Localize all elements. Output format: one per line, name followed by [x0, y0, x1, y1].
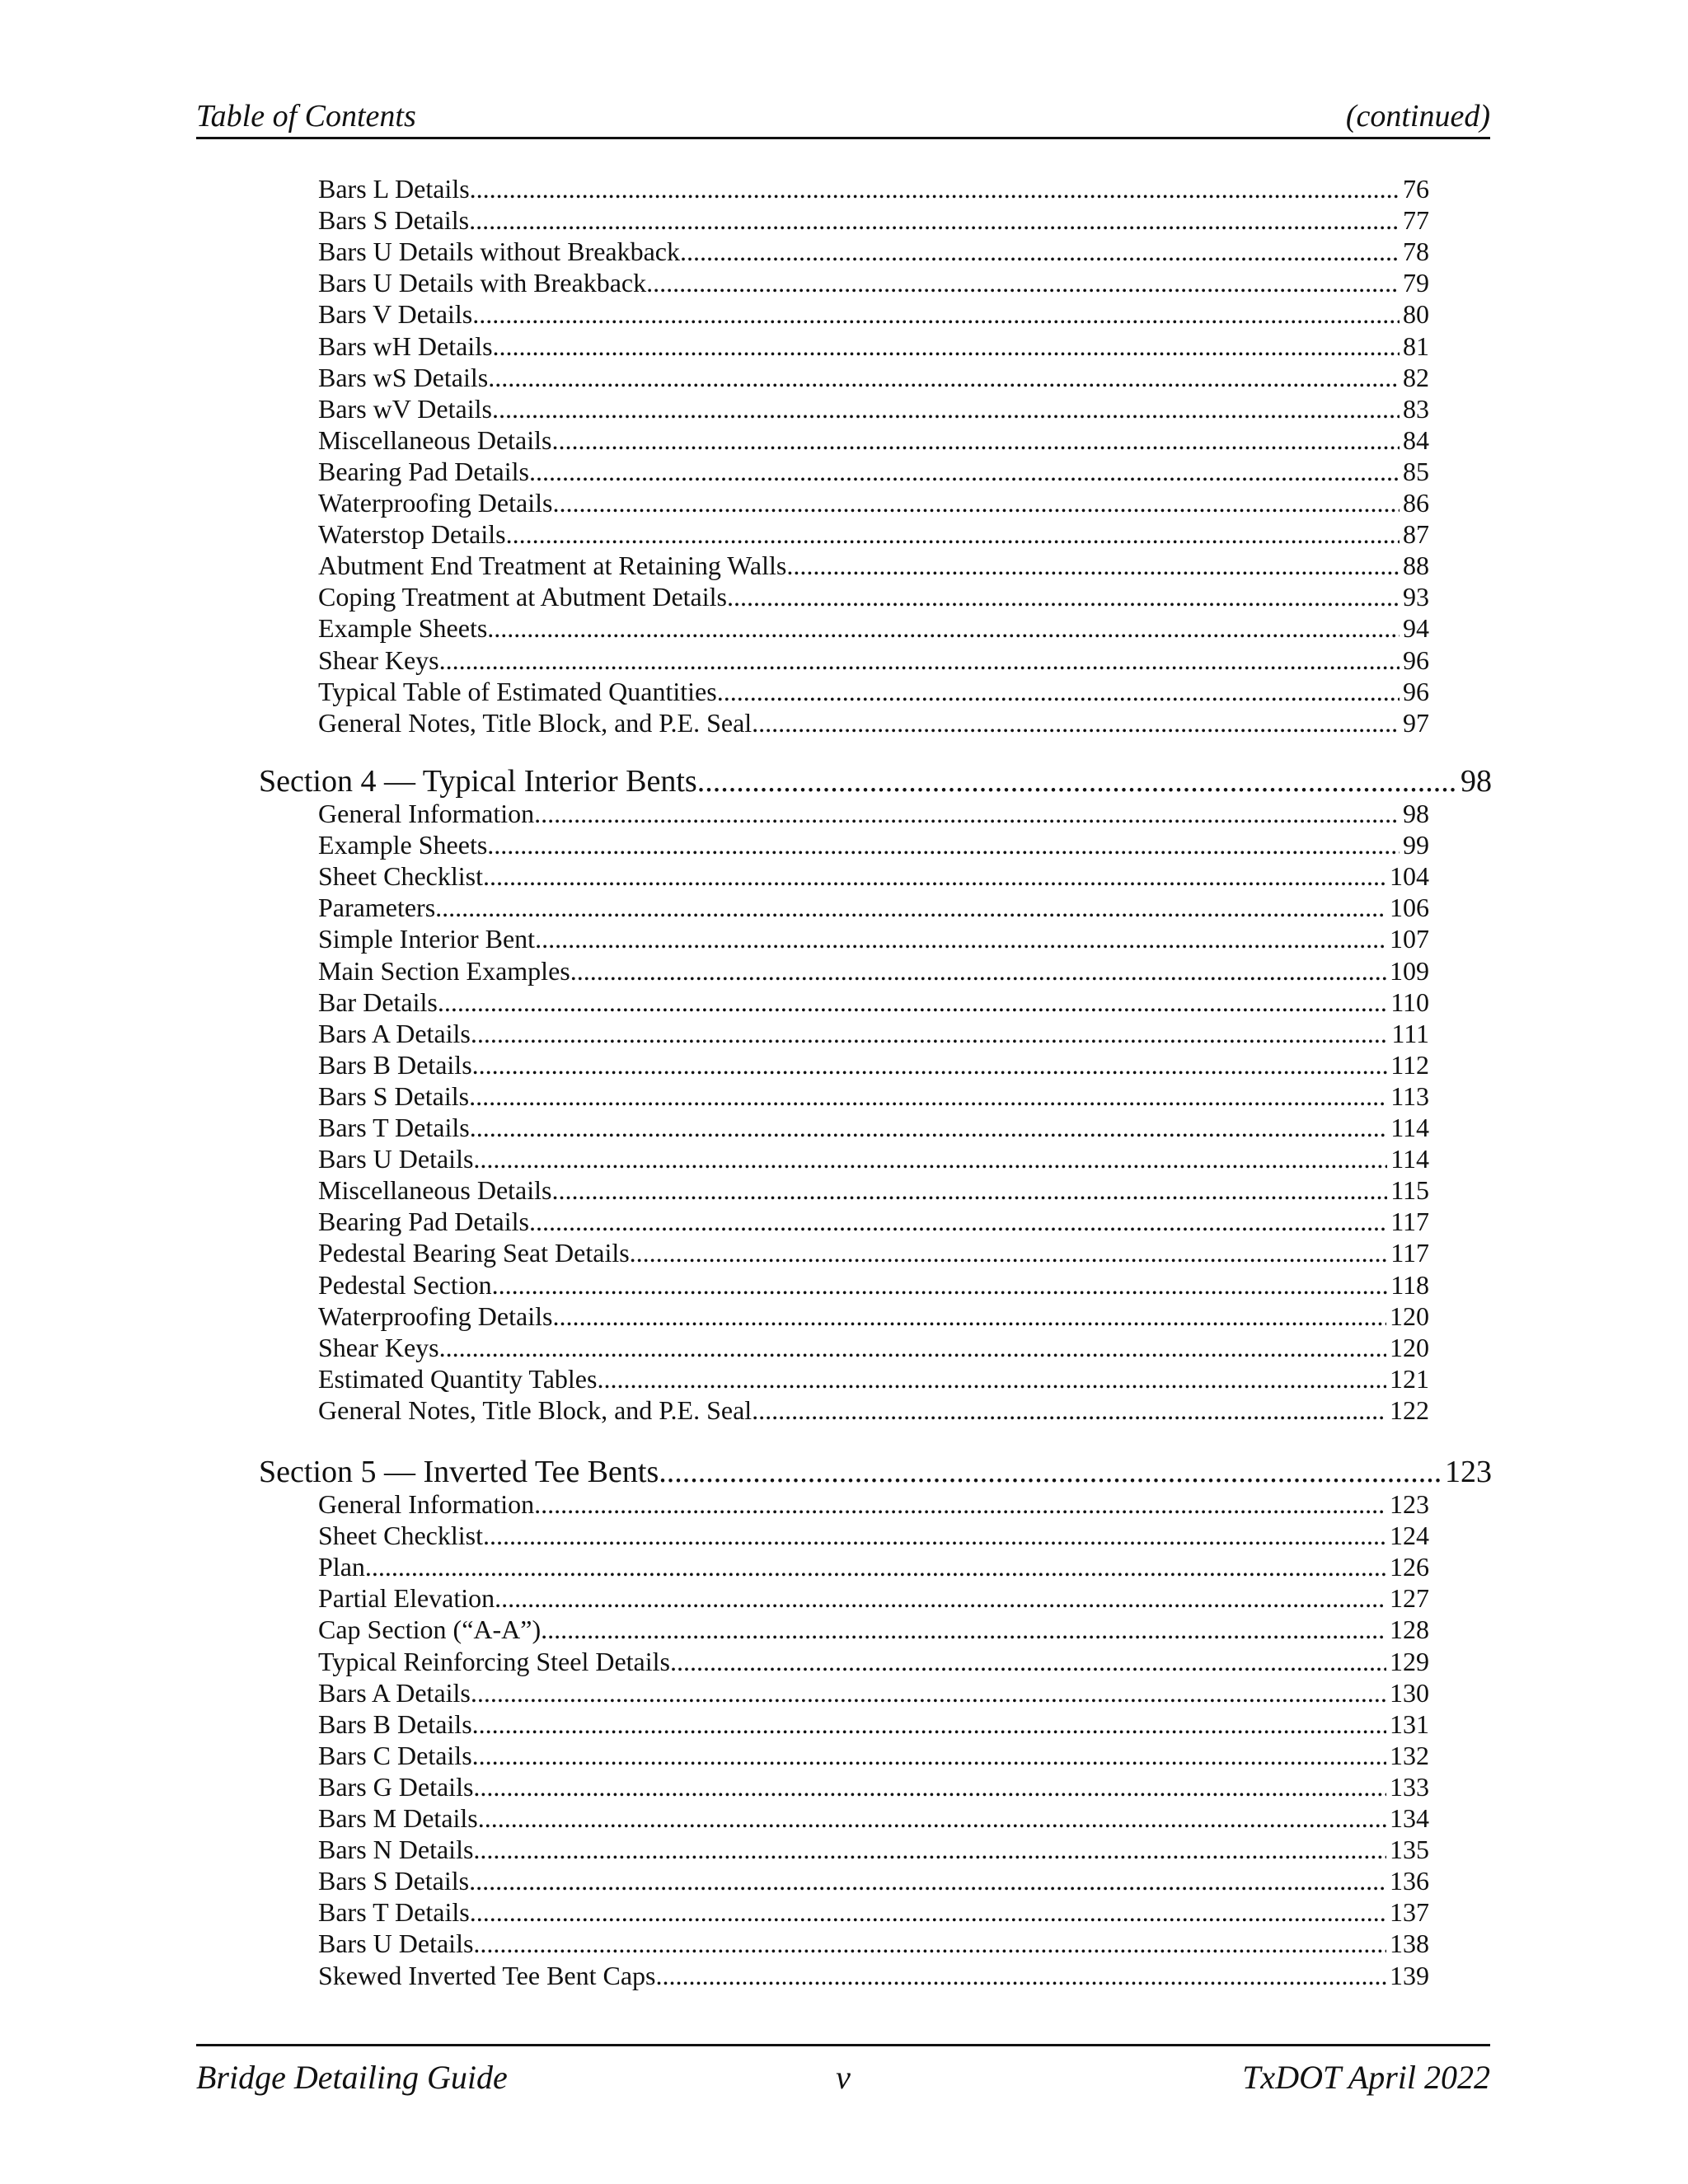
toc-entry-title: Bars M Details	[318, 1803, 478, 1833]
toc-entry-page: 139	[1390, 1960, 1429, 1990]
footer-page-number: v	[836, 2059, 851, 2096]
toc-entry-title: Bars T Details	[318, 1897, 470, 1928]
toc-entry-page: 84	[1403, 424, 1429, 455]
toc-entry-title: Bars wS Details	[318, 362, 489, 392]
toc-entry-title: Cap Section (“A-A”)	[318, 1615, 542, 1645]
running-header	[196, 96, 1490, 139]
dot-leader	[469, 1080, 1387, 1112]
toc-entry-page: 93	[1403, 582, 1429, 612]
toc-entry-title: Bars G Details	[318, 1771, 474, 1802]
toc-entry[interactable]	[318, 860, 1429, 892]
dot-leader	[473, 1143, 1387, 1174]
toc-entry[interactable]	[318, 1237, 1429, 1268]
toc-entry-title: Miscellaneous Details	[318, 1175, 552, 1206]
toc-entry-title: Bars U Details	[318, 1144, 474, 1174]
toc-entry[interactable]	[318, 362, 1429, 393]
dot-leader	[752, 1394, 1386, 1426]
toc-entry[interactable]	[318, 518, 1429, 550]
toc-entry-page: 114	[1390, 1113, 1429, 1142]
toc-entry-title: Section 4 — Typical Interior Bents	[259, 764, 697, 799]
dot-leader	[752, 707, 1400, 738]
toc-entry[interactable]	[318, 1896, 1429, 1928]
toc-entry-page: 107	[1390, 924, 1429, 954]
dot-leader	[472, 1740, 1386, 1771]
toc-entry-page: 83	[1403, 393, 1429, 424]
dot-leader	[535, 923, 1386, 954]
toc-entry[interactable]	[318, 1080, 1429, 1112]
toc-entry-title: Bars A Details	[318, 1018, 471, 1048]
toc-entry-title: Typical Table of Estimated Quantities	[318, 676, 717, 706]
dot-leader	[492, 393, 1400, 424]
toc-entry-page: 106	[1390, 893, 1429, 923]
toc-entry-title: Miscellaneous Details	[318, 424, 552, 455]
toc-entry-title: Bars U Details without Breakback	[318, 237, 680, 267]
toc-entry-page: 94	[1403, 613, 1429, 644]
toc-entry[interactable]	[318, 676, 1429, 707]
dot-leader	[656, 1960, 1387, 1991]
dot-leader	[541, 1614, 1386, 1645]
toc-entry-title: Typical Reinforcing Steel Details	[318, 1646, 670, 1676]
toc-entry-page: 97	[1403, 707, 1429, 738]
toc-entry[interactable]	[318, 1018, 1429, 1049]
toc-entry[interactable]	[318, 1301, 1429, 1332]
dot-leader	[680, 236, 1400, 267]
toc-entry-title: Bearing Pad Details	[318, 456, 529, 486]
toc-entry-page: 78	[1403, 237, 1429, 267]
toc-entry-title: Sheet Checklist	[318, 1521, 483, 1551]
toc-entry[interactable]	[318, 581, 1429, 612]
toc-entry-title: Section 5 — Inverted Tee Bents	[259, 1455, 659, 1489]
toc-entry-page: 128	[1390, 1615, 1429, 1645]
toc-entry[interactable]	[318, 456, 1429, 487]
footer-doc-title: Bridge Detailing Guide	[196, 2059, 508, 2096]
toc-entry[interactable]	[318, 987, 1429, 1018]
toc-entry-title: Bearing Pad Details	[318, 1207, 529, 1237]
toc-entry[interactable]	[318, 707, 1429, 738]
toc-entry[interactable]	[318, 424, 1429, 456]
toc-entry[interactable]	[318, 204, 1429, 236]
toc-entry-title: Bars T Details	[318, 1113, 470, 1142]
toc-entry-title: Sheet Checklist	[318, 861, 483, 892]
toc-entry[interactable]	[318, 550, 1429, 581]
dot-leader	[487, 612, 1400, 644]
toc-entry[interactable]	[318, 923, 1429, 954]
toc-entry-title: Bars U Details	[318, 1929, 474, 1959]
toc-entry[interactable]	[318, 1928, 1429, 1959]
toc-entry-title: Bars S Details	[318, 1866, 470, 1896]
toc-entry[interactable]	[318, 1394, 1429, 1426]
dot-leader	[492, 1269, 1388, 1301]
toc-entry-title: Estimated Quantity Tables	[318, 1363, 598, 1394]
toc-entry-title: Plan	[318, 1552, 365, 1582]
toc-entry-title: Bar Details	[318, 987, 438, 1017]
dot-leader	[597, 1363, 1386, 1394]
toc-entry-page: 121	[1390, 1363, 1429, 1394]
toc-entry[interactable]	[318, 798, 1429, 829]
toc-entry[interactable]	[318, 1143, 1429, 1174]
toc-entry-title: Example Sheets	[318, 830, 488, 860]
toc-entry-title: Abutment End Treatment at Retaining Walls	[318, 551, 787, 581]
dot-leader	[483, 860, 1386, 892]
toc-entry-page: 80	[1403, 299, 1429, 330]
dot-leader	[659, 1453, 1442, 1491]
dot-leader	[473, 1771, 1386, 1802]
toc-entry-page: 137	[1390, 1897, 1429, 1928]
toc-entry-title: Coping Treatment at Abutment Details	[318, 582, 727, 612]
toc-entry[interactable]	[318, 330, 1429, 362]
dot-leader	[552, 1301, 1386, 1332]
dot-leader	[630, 1237, 1388, 1268]
dot-leader	[473, 1834, 1386, 1865]
toc-entry-title: Bars L Details	[318, 174, 470, 204]
toc-entry-page: 115	[1390, 1175, 1429, 1206]
toc-entry[interactable]	[318, 1332, 1429, 1363]
toc-entry-page: 117	[1390, 1207, 1429, 1237]
toc-entry-title: Bars S Details	[318, 1080, 470, 1111]
dot-leader	[438, 987, 1387, 1018]
dot-leader	[697, 762, 1457, 800]
dot-leader	[472, 298, 1400, 330]
dot-leader	[493, 330, 1400, 362]
toc-entry-title: Bars wH Details	[318, 330, 493, 361]
dot-leader	[727, 581, 1400, 612]
toc-entry-page: 122	[1390, 1394, 1429, 1425]
toc-entry-title: Partial Elevation	[318, 1583, 495, 1614]
toc-entry-page: 123	[1390, 1489, 1429, 1519]
header-title: Table of Contents	[196, 99, 416, 134]
toc-entry-page: 131	[1390, 1708, 1429, 1739]
toc-entry-title: Bars N Details	[318, 1835, 474, 1865]
toc-section-heading[interactable]	[259, 762, 1492, 800]
toc-section-heading[interactable]	[259, 1453, 1492, 1491]
toc-entry[interactable]	[318, 298, 1429, 330]
dot-leader	[552, 487, 1400, 518]
toc-entry-title: Shear Keys	[318, 1332, 439, 1362]
toc-entry[interactable]	[318, 487, 1429, 518]
toc-entry-title: General Notes, Title Block, and P.E. Seal	[318, 1394, 753, 1425]
dot-leader	[435, 892, 1386, 923]
toc-entry-title: Waterstop Details	[318, 519, 506, 550]
toc-entry-page: 109	[1390, 955, 1429, 986]
toc-entry[interactable]	[318, 267, 1429, 298]
toc-entry-page: 82	[1403, 362, 1429, 392]
toc-entry-title: Waterproofing Details	[318, 1301, 553, 1331]
dot-leader	[646, 267, 1400, 298]
toc-entry[interactable]	[318, 644, 1429, 676]
toc-entry-page: 104	[1390, 861, 1429, 892]
toc-entry[interactable]	[318, 1771, 1429, 1802]
toc-entry-title: Bars A Details	[318, 1677, 471, 1708]
toc-entry[interactable]	[318, 1614, 1429, 1645]
dot-leader	[551, 424, 1400, 456]
dot-leader	[470, 173, 1400, 204]
dot-leader	[439, 644, 1400, 676]
dot-leader	[365, 1551, 1386, 1582]
toc-entry-title: Pedestal Bearing Seat Details	[318, 1238, 630, 1268]
toc-entry-title: Skewed Inverted Tee Bent Caps	[318, 1960, 656, 1990]
dot-leader	[470, 1112, 1388, 1143]
toc-entry-title: Waterproofing Details	[318, 488, 553, 518]
dot-leader	[551, 1174, 1387, 1206]
toc-entry[interactable]	[318, 1551, 1429, 1582]
toc-entry[interactable]	[318, 1802, 1429, 1834]
toc-entry-page: 114	[1390, 1144, 1429, 1174]
toc-entry[interactable]	[318, 1960, 1429, 1991]
toc-entry-page: 127	[1390, 1583, 1429, 1614]
toc-entry[interactable]	[318, 236, 1429, 267]
toc-entry-page: 133	[1390, 1771, 1429, 1802]
dot-leader	[529, 456, 1400, 487]
toc-entry-page: 132	[1390, 1740, 1429, 1770]
toc-entry-page: 113	[1390, 1080, 1429, 1111]
toc-entry[interactable]	[318, 1174, 1429, 1206]
toc-entry[interactable]	[318, 1520, 1429, 1551]
toc-entry[interactable]	[318, 1708, 1429, 1740]
dot-leader	[495, 1582, 1386, 1614]
toc-entry-page: 87	[1403, 519, 1429, 550]
dot-leader	[786, 550, 1400, 581]
toc-entry[interactable]	[318, 173, 1429, 204]
toc-entry-page: 135	[1390, 1835, 1429, 1865]
toc-entry[interactable]	[318, 393, 1429, 424]
dot-leader	[570, 955, 1386, 987]
toc-entry-page: 118	[1390, 1269, 1429, 1300]
toc-entry-title: Simple Interior Bent	[318, 924, 536, 954]
dot-leader	[469, 204, 1400, 236]
dot-leader	[472, 1049, 1388, 1080]
toc-entry-title: Main Section Examples	[318, 955, 570, 986]
toc-entry-page: 112	[1390, 1049, 1429, 1080]
toc-entry[interactable]	[318, 892, 1429, 923]
dot-leader	[471, 1677, 1386, 1708]
dot-leader	[478, 1802, 1386, 1834]
dot-leader	[472, 1708, 1386, 1740]
toc-entry-title: General Information	[318, 1489, 535, 1519]
dot-leader	[534, 798, 1400, 829]
dot-leader	[506, 518, 1400, 550]
toc-entry-title: Bars S Details	[318, 205, 470, 236]
toc-entry-page: 98	[1461, 764, 1492, 799]
toc-entry-page: 88	[1403, 551, 1429, 581]
toc-entry-page: 77	[1403, 205, 1429, 236]
dot-leader	[483, 1520, 1386, 1551]
toc-entry-page: 123	[1445, 1455, 1492, 1489]
toc-entry-title: Bars C Details	[318, 1740, 472, 1770]
dot-leader	[470, 1896, 1386, 1928]
toc-entry-page: 99	[1403, 830, 1429, 860]
toc-entry-title: General Information	[318, 799, 535, 828]
toc-entry-page: 126	[1390, 1552, 1429, 1582]
toc-entry-page: 96	[1403, 644, 1429, 675]
toc-entry-page: 86	[1403, 488, 1429, 518]
toc-entry[interactable]	[318, 1677, 1429, 1708]
toc-entry-title: Bars B Details	[318, 1708, 472, 1739]
footer-publisher-date: TxDOT April 2022	[1242, 2059, 1490, 2096]
dot-leader	[488, 362, 1400, 393]
toc-entry-page: 79	[1403, 268, 1429, 298]
toc-entry[interactable]	[318, 1363, 1429, 1394]
dot-leader	[471, 1018, 1389, 1049]
toc-entry[interactable]	[318, 612, 1429, 644]
toc-entry-page: 111	[1391, 1018, 1429, 1048]
toc-entry-page: 98	[1403, 799, 1429, 828]
toc-entry-page: 76	[1403, 174, 1429, 204]
header-continued: (continued)	[1345, 99, 1490, 134]
dot-leader	[473, 1928, 1386, 1959]
toc-entry-title: Bars wV Details	[318, 393, 492, 424]
dot-leader	[529, 1206, 1387, 1237]
toc-entry-page: 138	[1390, 1929, 1429, 1959]
toc-entry[interactable]	[318, 1206, 1429, 1237]
toc-entry[interactable]	[318, 1740, 1429, 1771]
toc-entry-title: Pedestal Section	[318, 1269, 492, 1300]
toc-entry-page: 120	[1390, 1301, 1429, 1331]
toc-entry-page: 110	[1390, 987, 1429, 1017]
toc-entry[interactable]	[318, 1112, 1429, 1143]
toc-entry-page: 96	[1403, 676, 1429, 706]
toc-entry-title: Parameters	[318, 893, 436, 923]
dot-leader	[670, 1646, 1386, 1677]
toc-entry[interactable]	[318, 829, 1429, 860]
toc-entry[interactable]	[318, 1269, 1429, 1301]
toc-entry-title: Bars U Details with Breakback	[318, 268, 647, 298]
dot-leader	[717, 676, 1400, 707]
toc-entry[interactable]	[318, 955, 1429, 987]
toc-entry[interactable]	[318, 1834, 1429, 1865]
toc-entry-title: Example Sheets	[318, 613, 488, 644]
toc-entry-page: 124	[1390, 1521, 1429, 1551]
toc-entry-page: 136	[1390, 1866, 1429, 1896]
toc-entry[interactable]	[318, 1865, 1429, 1896]
toc-entry-title: Bars B Details	[318, 1049, 472, 1080]
toc-entry[interactable]	[318, 1646, 1429, 1677]
toc-entry-title: Shear Keys	[318, 644, 439, 675]
toc-entry[interactable]	[318, 1582, 1429, 1614]
toc-entry-page: 130	[1390, 1677, 1429, 1708]
dot-leader	[534, 1488, 1386, 1520]
toc-entry-title: Bars V Details	[318, 299, 473, 330]
toc-entry-page: 129	[1390, 1646, 1429, 1676]
dot-leader	[469, 1865, 1386, 1896]
toc-entry-title: General Notes, Title Block, and P.E. Seal	[318, 707, 753, 738]
toc-entry-page: 85	[1403, 456, 1429, 486]
toc-entry-page: 81	[1403, 330, 1429, 361]
toc-entry-page: 134	[1390, 1803, 1429, 1833]
toc-entry-page: 120	[1390, 1332, 1429, 1362]
running-footer	[196, 2044, 1490, 2096]
toc-entry[interactable]	[318, 1049, 1429, 1080]
toc-entry-page: 117	[1390, 1238, 1429, 1268]
dot-leader	[439, 1332, 1386, 1363]
dot-leader	[487, 829, 1400, 860]
toc-entry[interactable]	[318, 1488, 1429, 1520]
